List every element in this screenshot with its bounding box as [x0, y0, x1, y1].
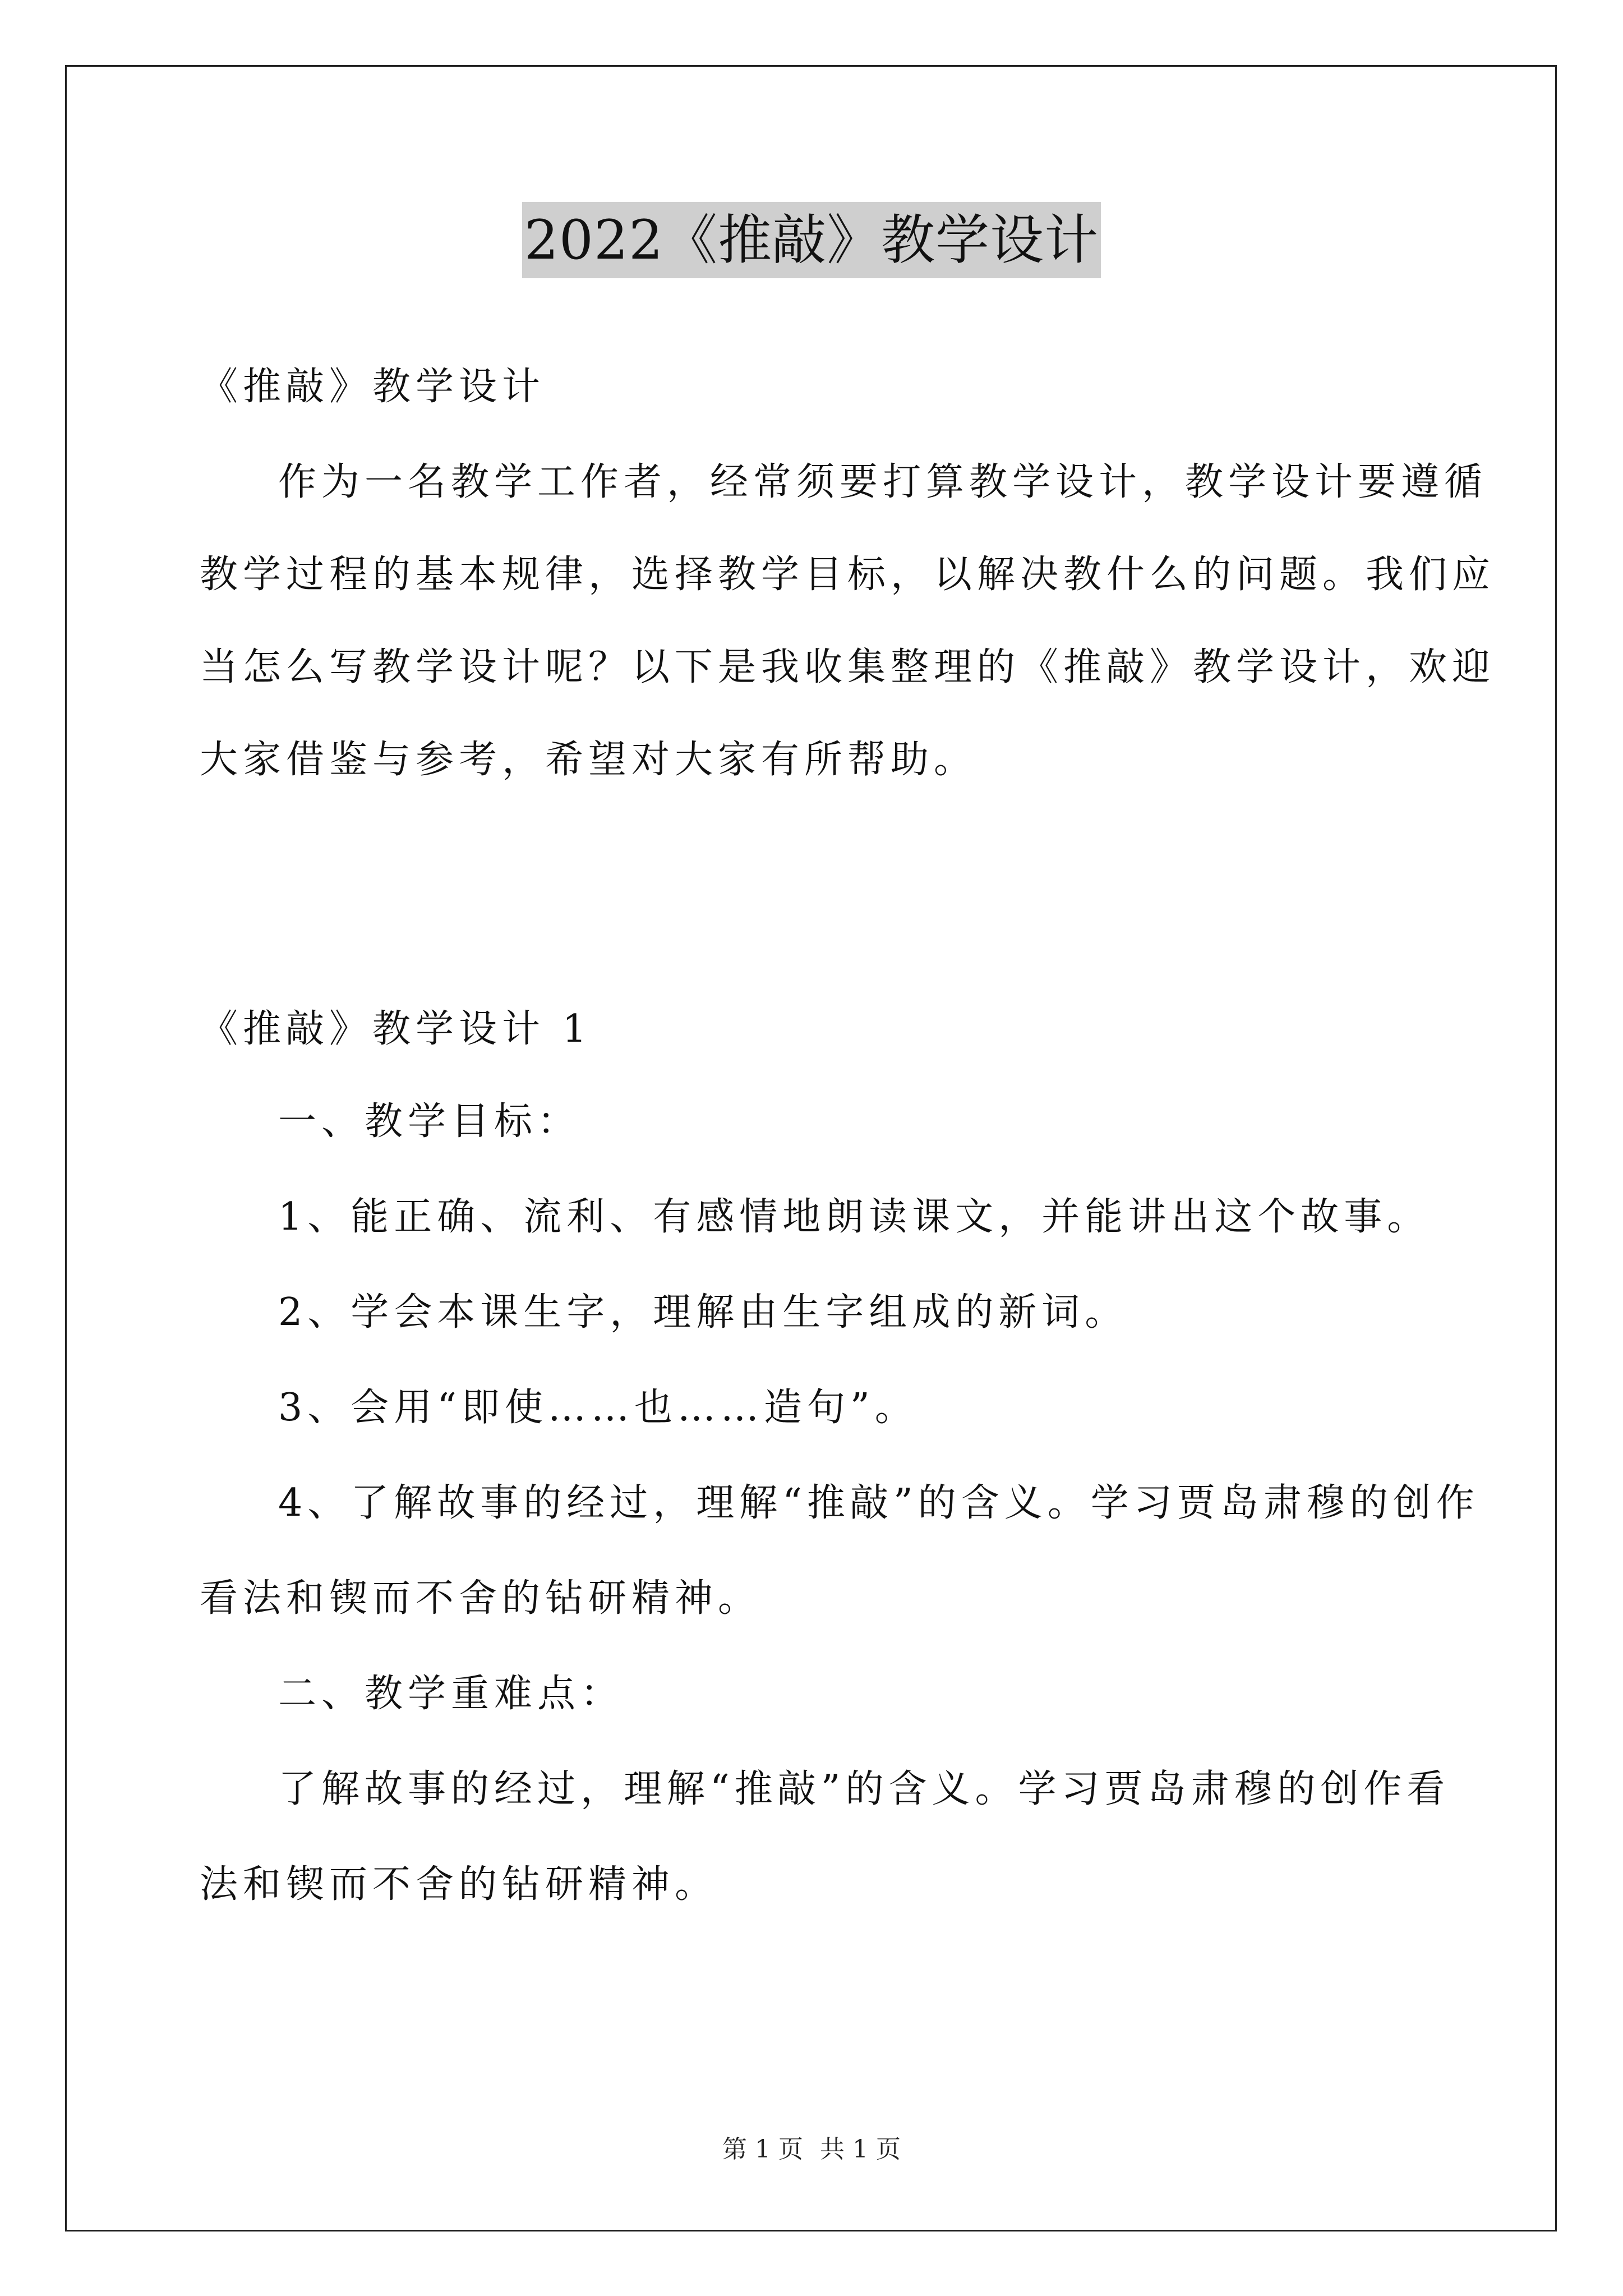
page-footer — [0, 2129, 1623, 2165]
subsection-heading: 一、教学目标： — [278, 1099, 581, 1144]
paragraph-line: 了解故事的经过，理解“推敲”的含义。学习贾岛肃穆的创作看 — [278, 1767, 1450, 1811]
paragraph-line: 法和锲而不舍的钻研精神。 — [200, 1862, 718, 1907]
title-container — [0, 202, 1623, 278]
page-total: 共 1 页 — [820, 2135, 901, 2164]
list-item: 1、能正确、流利、有感情地朗读课文，并能讲出这个故事。 — [278, 1195, 1431, 1239]
list-item-continuation: 看法和锲而不舍的钻研精神。 — [200, 1576, 762, 1621]
paragraph-line: 大家借鉴与参考，希望对大家有所帮助。 — [200, 738, 978, 782]
subsection-heading: 二、教学重难点： — [278, 1672, 624, 1716]
page-number: 第 1 页 — [722, 2135, 803, 2164]
paragraph-line: 教学过程的基本规律，选择教学目标，以解决教什么的问题。我们应 — [200, 553, 1496, 597]
intro-heading: 《推敲》教学设计 — [200, 365, 546, 409]
list-item: 2、学会本课生字，理解由生字组成的新词。 — [278, 1290, 1128, 1335]
document-title: 2022《推敲》教学设计 — [522, 202, 1101, 278]
list-item: 4、了解故事的经过，理解“推敲”的含义。学习贾岛肃穆的创作 — [278, 1481, 1479, 1525]
list-item: 3、会用“即使……也……造句”。 — [278, 1386, 918, 1430]
paragraph-line: 当怎么写教学设计呢？以下是我收集整理的《推敲》教学设计，欢迎 — [200, 645, 1496, 689]
section-heading: 《推敲》教学设计 1 — [200, 1007, 592, 1051]
paragraph-line: 作为一名教学工作者，经常须要打算教学设计，教学设计要遵循 — [278, 460, 1488, 504]
